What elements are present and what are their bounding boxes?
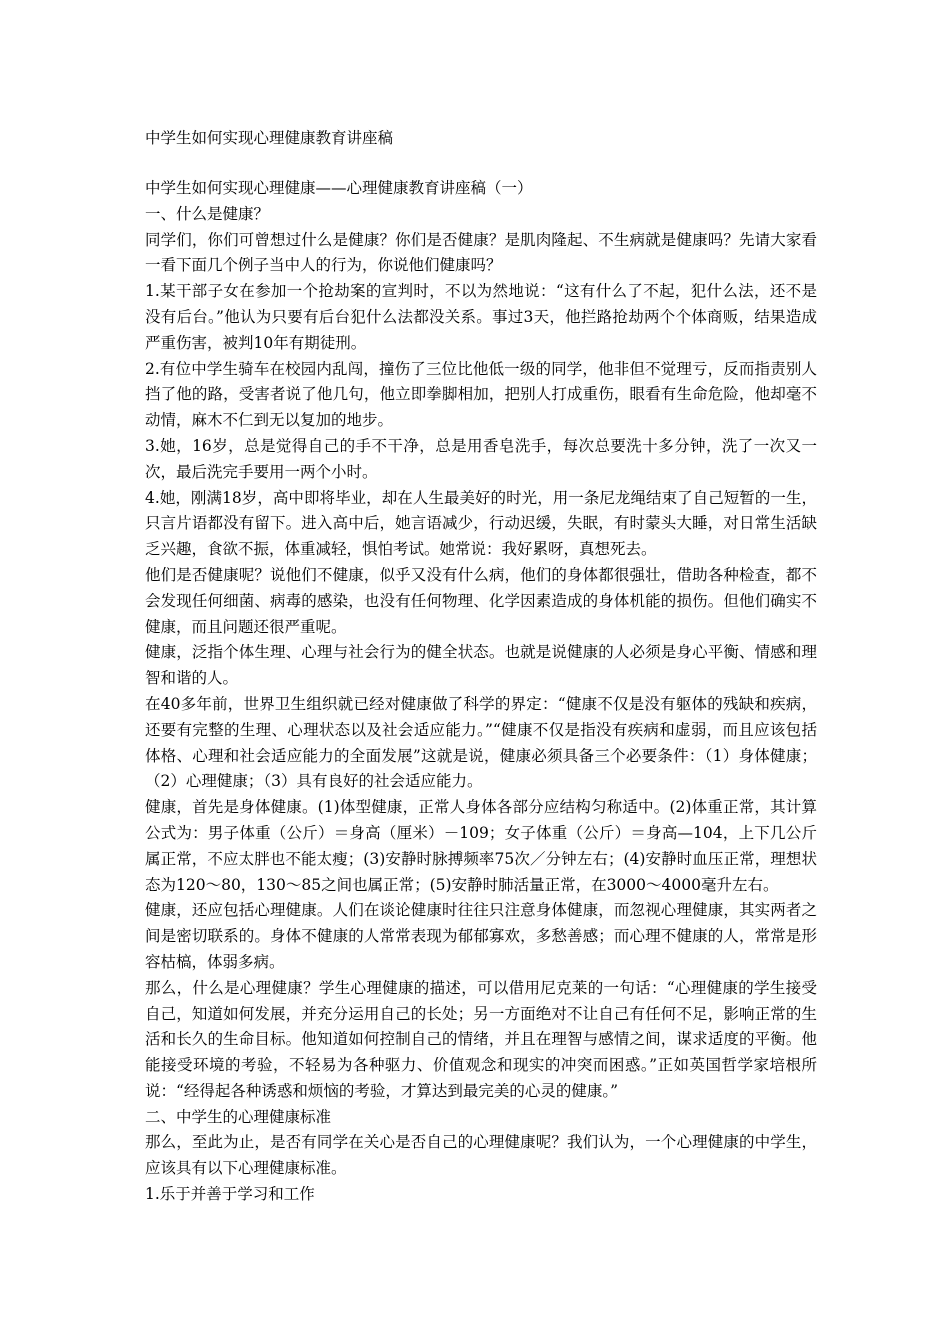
paragraph: 2.有位中学生骑车在校园内乱闯，撞伤了三位比他低一级的同学，他非但不觉理亏，反而指责别人挡了他的路，受害者说了他几句，他立即拳脚相加，把别人打成重伤，眼看有生命危险，他却毫不动情，麻木不仁到无以复加的地步。 — [145, 359, 817, 430]
section-heading: 中学生如何实现心理健康——心理健康教育讲座稿（一） — [145, 179, 533, 197]
paragraph: 同学们，你们可曾想过什么是健康？你们是否健康？是肌肉隆起、不生病就是健康吗？先请大家看一看下面几个例子当中人的行为，你说他们健康吗？ — [145, 230, 817, 275]
paragraph: 那么，什么是心理健康？学生心理健康的描述，可以借用尼克莱的一句话：“心理健康的学生接受自己，知道如何发展，并充分运用自己的长处；另一方面绝对不让自己有任何不足，影响正常的生活和长久的生命目标。他知道如何控制自己的情绪，并且在理智与感情之间，谋求适度的平衡。他能接受环境的考验，不轻易为各种驱力、价值观念和现实的冲突而困惑。”正如英国哲学家培根所说：“经得起各种诱惑和烦恼的考验，才算达到最完美的心灵的健康。” — [145, 978, 817, 1100]
paragraph: 在40多年前，世界卫生组织就已经对健康做了科学的界定：“健康不仅是没有躯体的残缺和疾病，还要有完整的生理、心理状态以及社会适应能力。”“健康不仅是指没有疾病和虚弱，而且应该包括体格、心理和社会适应能力的全面发展”这就是说，健康必须具备三个必要条件：（1）身体健康；（2）心理健康；（3）具有良好的社会适应能力。 — [145, 694, 817, 791]
paragraph: 那么，至此为止，是否有同学在关心是否自己的心理健康呢？我们认为，一个心理健康的中学生，应该具有以下心理健康标准。 — [145, 1133, 817, 1178]
section-heading: 一、什么是健康？ — [145, 204, 270, 223]
paragraph: 健康，首先是身体健康。(1)体型健康，正常人身体各部分应结构匀称适中。(2)体重正常，其计算公式为：男子体重（公斤）＝身高（厘米）－109；女子体重（公斤）＝身高—104，上下几公斤属正常，不应太胖也不能太瘦；(3)安静时脉搏频率75次／分钟左右；(4)安静时血压正常，理想状态为120～80，130～85之间也属正常；(5)安静时肺活量正常，在3000～4000毫升左右。 — [145, 798, 817, 894]
paragraph: 1.某干部子女在参加一个抢劫案的宣判时，不以为然地说：“这有什么了不起，犯什么法，还不是没有后台。”他认为只要有后台犯什么法都没关系。事过3天，他拦路抢劫两个个体商贩，结果造成严重伤害，被判10年有期徒刑。 — [145, 282, 817, 352]
document-title: 中学生如何实现心理健康教育讲座稿 — [145, 129, 394, 147]
paragraph: 3.她，16岁，总是觉得自己的手不干净，总是用香皂洗手，每次总要洗十多分钟，洗了一次又一次，最后洗完手要用一两个小时。 — [145, 436, 817, 481]
paragraph: 健康，泛指个体生理、心理与社会行为的健全状态。也就是说健康的人必须是身心平衡、情感和理智和谐的人。 — [145, 643, 817, 688]
document-body — [145, 176, 817, 1208]
paragraph: 健康，还应包括心理健康。人们在谈论健康时往往只注意身体健康，而忽视心理健康，其实两者之间是密切联系的。身体不健康的人常常表现为郁郁寡欢，多愁善感；而心理不健康的人，常常是形容枯槁，体弱多病。 — [145, 901, 817, 971]
paragraph: 他们是否健康呢？说他们不健康，似乎又没有什么病，他们的身体都很强壮，借助各种检查，都不会发现任何细菌、病毒的感染，也没有任何物理、化学因素造成的身体机能的损伤。但他们确实不健康，而且问题还很严重呢。 — [145, 565, 817, 636]
list-item: 1.乐于并善于学习和工作 — [145, 1185, 315, 1204]
section-heading: 二、中学生的心理健康标准 — [145, 1107, 332, 1126]
paragraph: 4.她，刚满18岁，高中即将毕业，却在人生最美好的时光，用一条尼龙绳结束了自己短暂的一生，只言片语都没有留下。进入高中后，她言语减少，行动迟缓，失眠，有时蒙头大睡，对日常生活缺乏兴趣，食欲不振，体重减轻，惧怕考试。她常说：我好累呀，真想死去。 — [145, 488, 817, 559]
